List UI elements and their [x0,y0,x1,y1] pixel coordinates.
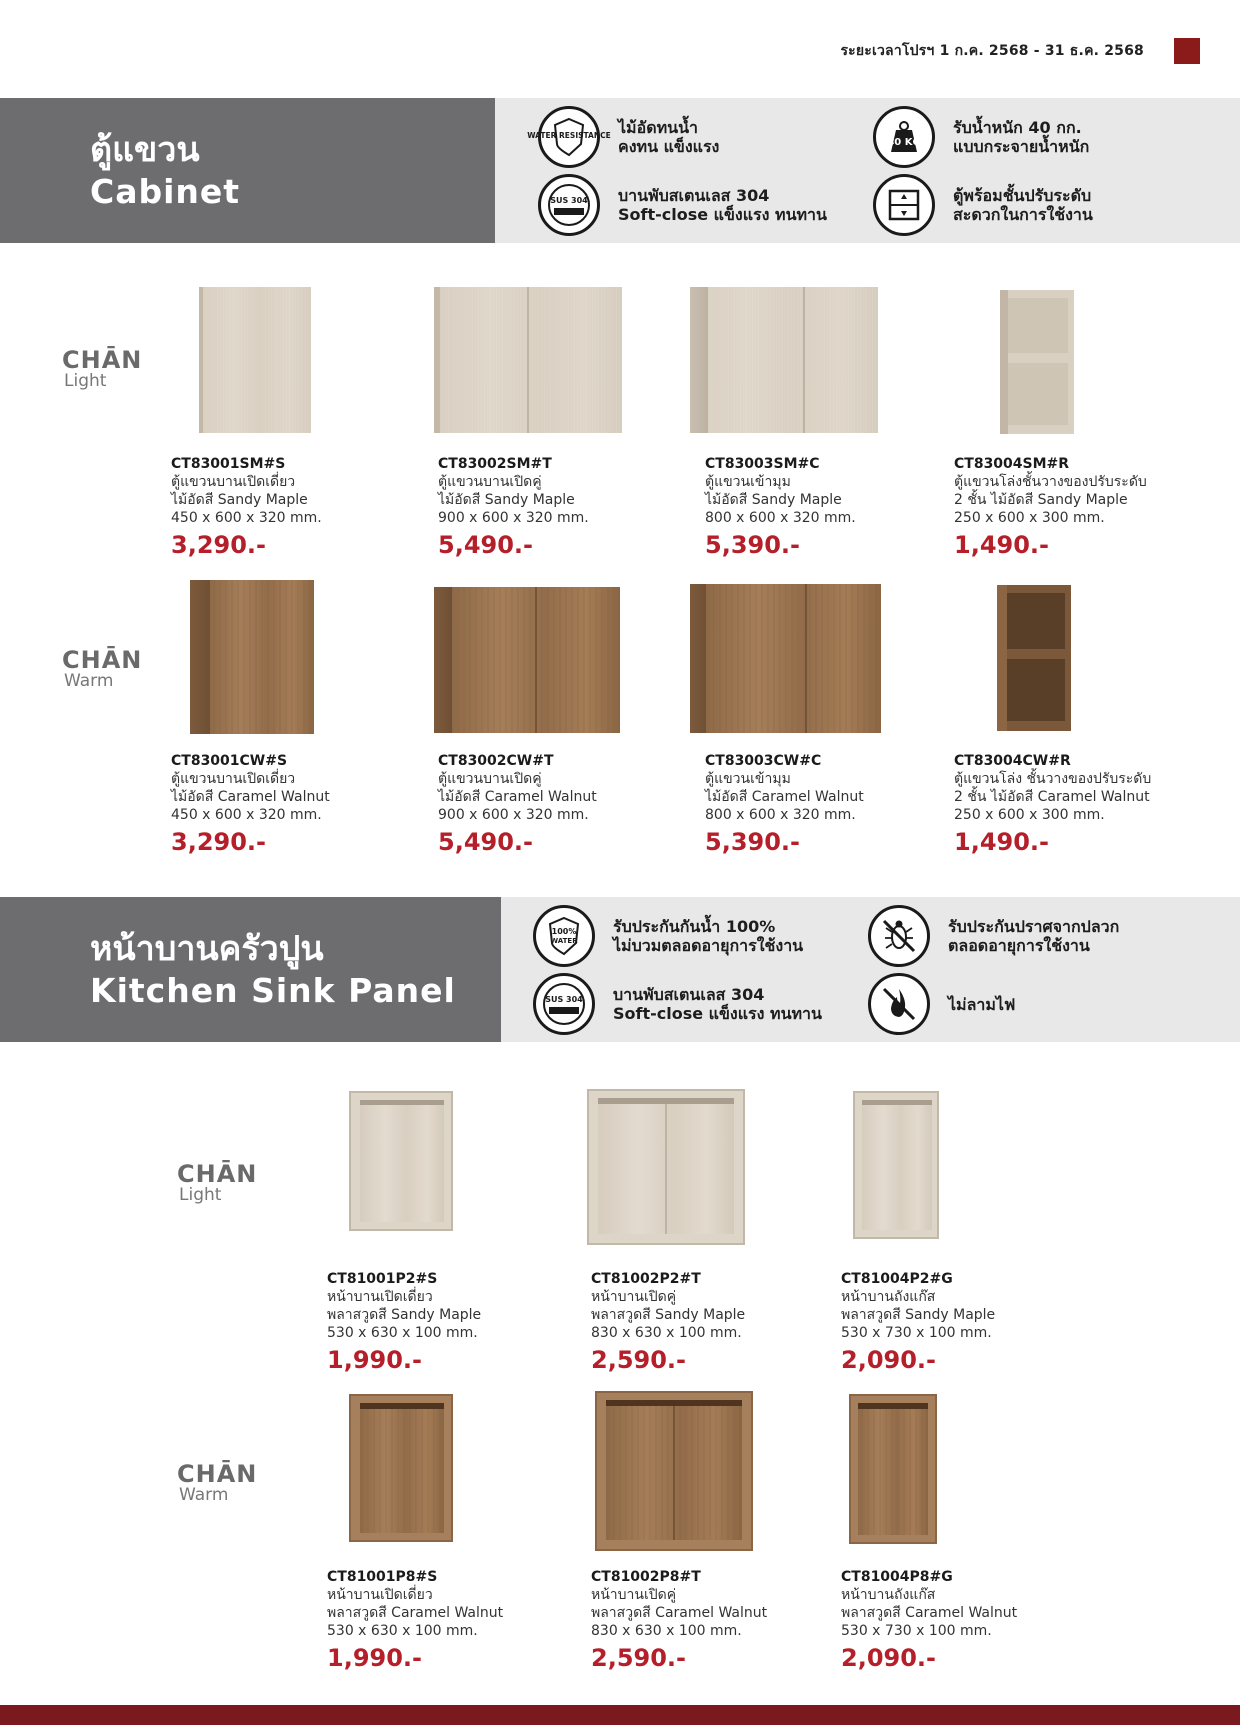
product-code: CT81004P8#G [841,1569,953,1585]
product-card[interactable] [841,1568,1086,1674]
feature-line: บานพับสเตนเลส 304 [618,186,770,205]
water-100-icon [533,905,595,967]
product-size: 450 x 600 x 320 mm. [171,807,322,823]
sus304-stainless-icon [533,973,595,1035]
feature-line: Soft-close แข็งแรง ทนทาน [618,205,827,224]
product-size: 530 x 630 x 100 mm. [327,1623,478,1639]
accent-square [1174,38,1200,64]
product-desc: ตู้แขวนเข้ามุม [705,474,791,490]
product-material: พลาสวูดสี Caramel Walnut [591,1605,768,1621]
cabinet-series-warm [62,648,142,690]
series-name: CHĀN [177,1460,258,1488]
product-code: CT83002SM#T [438,456,552,472]
product-price: 2,090.- [841,1644,936,1672]
sink-single-warm-image [348,1393,454,1543]
svg-text:100%: 100% [551,927,577,936]
series-variant: Light [64,371,107,391]
weight-icon-text: 40 KG [887,137,921,148]
feature-line: คงทน แข็งแรง [618,137,720,156]
sink-series-warm [177,1462,257,1504]
feature-line: Soft-close แข็งแรง ทนทาน [613,1004,822,1023]
product-card[interactable] [705,455,950,561]
product-material: พลาสวูดสี Sandy Maple [591,1307,746,1323]
sink-single-light-image [348,1090,454,1232]
sink-feature-water [533,905,803,967]
product-card[interactable] [438,455,683,561]
product-code: CT81001P8#S [327,1569,438,1585]
product-card[interactable] [171,455,416,561]
weight-40kg-icon [873,106,935,168]
product-card[interactable] [171,752,416,858]
sink-series-light [177,1162,257,1204]
cabinet-single-light-image [195,285,315,437]
product-code: CT83003SM#C [705,456,820,472]
no-termite-icon [868,905,930,967]
sink-feature-termite [868,905,1119,967]
cabinet-double-light-image [432,285,624,437]
product-price: 3,290.- [171,828,266,856]
cabinet-feature-shelf [873,174,1093,236]
product-material: ไม้อัดสี Caramel Walnut [171,789,330,805]
product-size: 900 x 600 x 320 mm. [438,807,589,823]
series-name: CHĀN [177,1160,258,1188]
product-code: CT83003CW#C [705,753,822,769]
product-size: 250 x 600 x 300 mm. [954,510,1105,526]
product-card[interactable] [438,752,683,858]
product-code: CT83004SM#R [954,456,1070,472]
product-price: 1,990.- [327,1644,422,1672]
product-material: 2 ชั้น ไม้อัดสี Sandy Maple [954,492,1128,508]
product-size: 830 x 630 x 100 mm. [591,1325,742,1341]
sink-double-light-image [586,1088,746,1248]
cabinet-series-light [62,348,142,390]
series-variant: Light [179,1185,222,1205]
sink-gas-warm-image [848,1393,938,1545]
product-desc: หน้าบานเปิดเดี่ยว [327,1587,433,1603]
product-price: 5,390.- [705,531,800,559]
product-size: 250 x 600 x 300 mm. [954,807,1105,823]
product-desc: หน้าบานเปิดคู่ [591,1587,677,1603]
product-card[interactable] [705,752,950,858]
product-size: 800 x 600 x 320 mm. [705,510,856,526]
feature-line: ไม่ลามไฟ [948,994,1016,1014]
cabinet-title-block [0,98,495,243]
cabinet-open-shelf-light-image [996,288,1078,438]
feature-line: สะดวกในการใช้งาน [953,205,1093,224]
cabinet-feature-stainless [538,174,827,236]
product-desc: ตู้แขวนบานเปิดเดี่ยว [171,474,296,490]
product-card[interactable] [327,1270,572,1376]
cabinet-title-th: ตู้แขวน [90,129,200,170]
feature-line: รับประกันกันน้ำ 100% [613,917,776,936]
product-code: CT83002CW#T [438,753,554,769]
product-size: 530 x 730 x 100 mm. [841,1325,992,1341]
product-price: 2,090.- [841,1346,936,1374]
product-size: 830 x 630 x 100 mm. [591,1623,742,1639]
product-desc: ตู้แขวนโล่งชั้นวางของปรับระดับ [954,474,1147,490]
product-material: พลาสวูดสี Caramel Walnut [841,1605,1018,1621]
cabinet-header-band [0,98,1240,243]
feature-line: บานพับสเตนเลส 304 [613,985,765,1004]
cabinet-corner-light-image [688,285,880,437]
sink-feature-fire [868,973,1015,1035]
feature-line: รับน้ำหนัก 40 กก. [953,118,1082,137]
product-price: 5,490.- [438,531,533,559]
product-code: CT81002P2#T [591,1271,701,1287]
feature-line: ตลอดอายุการใช้งาน [948,936,1090,955]
cabinet-title-en: Cabinet [90,171,241,211]
sink-header-band [0,897,1240,1042]
product-size: 800 x 600 x 320 mm. [705,807,856,823]
product-desc: หน้าบานถังแก๊ส [841,1289,936,1305]
svg-text:WATER: WATER [550,937,578,945]
product-desc: ตู้แขวนโล่ง ชั้นวางของปรับระดับ [954,771,1152,787]
promo-period: ระยะเวลาโปรฯ 1 ก.ค. 2568 - 31 ธ.ค. 2568 [840,43,1144,59]
product-desc: ตู้แขวนบานเปิดคู่ [438,474,542,490]
cabinet-open-shelf-warm-image [993,583,1075,735]
sus-icon-text: SUS 304 [545,995,583,1004]
product-desc: ตู้แขวนบานเปิดเดี่ยว [171,771,296,787]
product-material: ไม้อัดสี Sandy Maple [705,492,842,508]
product-material: ไม้อัดสี Sandy Maple [438,492,575,508]
adjustable-shelf-icon [873,174,935,236]
series-variant: Warm [179,1485,229,1505]
product-size: 530 x 730 x 100 mm. [841,1623,992,1639]
sink-feature-stainless [533,973,822,1035]
feature-line: ตู้พร้อมชั้นปรับระดับ [953,186,1092,205]
water-icon-text: WATER RESISTANCE [527,131,611,140]
product-desc: ตู้แขวนเข้ามุม [705,771,791,787]
product-size: 530 x 630 x 100 mm. [327,1325,478,1341]
product-material: ไม้อัดสี Caramel Walnut [705,789,864,805]
product-size: 900 x 600 x 320 mm. [438,510,589,526]
cabinet-corner-warm-image [688,582,883,737]
product-material: พลาสวูดสี Caramel Walnut [327,1605,504,1621]
cabinet-feature-water [527,106,720,168]
product-price: 5,390.- [705,828,800,856]
product-price: 1,990.- [327,1346,422,1374]
series-name: CHĀN [62,346,143,374]
cabinet-double-warm-image [432,585,622,737]
product-card[interactable] [841,1270,1086,1376]
product-material: พลาสวูดสี Sandy Maple [327,1307,482,1323]
sink-gas-light-image [852,1090,940,1240]
product-card[interactable] [954,752,1204,858]
feature-line: รับประกันปราศจากปลวก [948,917,1120,936]
product-desc: หน้าบานถังแก๊ส [841,1587,936,1603]
product-code: CT81002P8#T [591,1569,701,1585]
product-card[interactable] [591,1568,836,1674]
product-desc: ตู้แขวนบานเปิดคู่ [438,771,542,787]
product-code: CT83004CW#R [954,753,1071,769]
product-desc: หน้าบานเปิดเดี่ยว [327,1289,433,1305]
sink-title-th: หน้าบานครัวปูน [90,928,324,969]
product-code: CT81004P2#G [841,1271,953,1287]
product-code: CT83001SM#S [171,456,286,472]
feature-line: แบบกระจายน้ำหนัก [953,137,1090,156]
product-material: พลาสวูดสี Sandy Maple [841,1307,996,1323]
product-desc: หน้าบานเปิดคู่ [591,1289,677,1305]
cabinet-feature-weight [873,106,1089,168]
feature-line: ไม้อัดทนน้ำ [618,118,698,137]
product-material: ไม้อัดสี Sandy Maple [171,492,308,508]
product-price: 1,490.- [954,531,1049,559]
series-name: CHĀN [62,646,143,674]
product-price: 3,290.- [171,531,266,559]
product-card[interactable] [591,1270,836,1376]
sink-title-block [0,897,501,1042]
sus304-stainless-icon [538,174,600,236]
product-size: 450 x 600 x 320 mm. [171,510,322,526]
series-variant: Warm [64,671,114,691]
product-card[interactable] [954,455,1204,561]
no-fire-icon [868,973,930,1035]
product-price: 2,590.- [591,1644,686,1672]
feature-line: ไม่บวมตลอดอายุการใช้งาน [613,936,804,955]
cabinet-single-warm-image [188,578,316,738]
sink-double-warm-image [594,1390,754,1552]
sink-title-en: Kitchen Sink Panel [90,970,456,1010]
footer-bar [0,1705,1240,1725]
sus-icon-text: SUS 304 [550,196,588,205]
product-card[interactable] [327,1568,572,1674]
product-price: 5,490.- [438,828,533,856]
product-code: CT83001CW#S [171,753,288,769]
water-resistance-icon [527,106,611,168]
product-material: ไม้อัดสี Caramel Walnut [438,789,597,805]
product-price: 2,590.- [591,1346,686,1374]
product-price: 1,490.- [954,828,1049,856]
product-material: 2 ชั้น ไม้อัดสี Caramel Walnut [954,789,1150,805]
product-code: CT81001P2#S [327,1271,438,1287]
